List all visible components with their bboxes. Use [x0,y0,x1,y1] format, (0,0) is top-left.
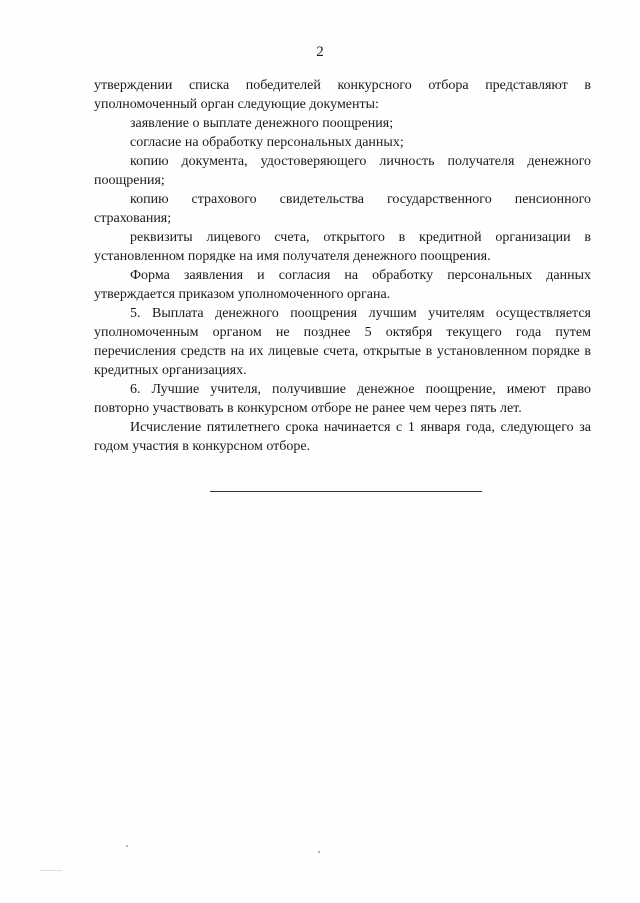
scan-speck [318,851,320,853]
scan-speck [126,845,128,847]
document-body [94,76,591,456]
scan-speck [40,870,62,871]
paragraph: утверждении списка победителей конкурсного отбора представляют в уполномоченный орган следующие документы: [94,78,591,112]
end-divider-line [210,491,482,492]
paragraph: Исчисление пятилетнего срока начинается с 1 января года, следующего за годом участия в конкурсном отборе. [94,420,591,454]
paragraph: реквизиты лицевого счета, открытого в кредитной организации в установленном порядке на имя получателя денежного поощрения. [94,230,591,264]
page-number: 2 [316,44,324,60]
paragraph: Форма заявления и согласия на обработку персональных данных утверждается приказом уполномоченного органа. [94,268,591,302]
paragraph: 6. Лучшие учителя, получившие денежное поощрение, имеют право повторно участвовать в конкурсном отборе не ранее чем через пять лет. [94,382,591,416]
paragraph: 5. Выплата денежного поощрения лучшим учителям осуществляется уполномоченным органом не позднее 5 октября текущего года путем перечисления средств на их лицевые счета, открытые в установленном порядке в кредитных организациях. [94,306,591,378]
paragraph: копию документа, удостоверяющего личность получателя денежного поощрения; [94,154,591,188]
paragraph: заявление о выплате денежного поощрения; [130,116,394,131]
paragraph: копию страхового свидетельства государственного пенсионного страхования; [94,192,591,226]
paragraph: согласие на обработку персональных данных; [130,135,404,150]
